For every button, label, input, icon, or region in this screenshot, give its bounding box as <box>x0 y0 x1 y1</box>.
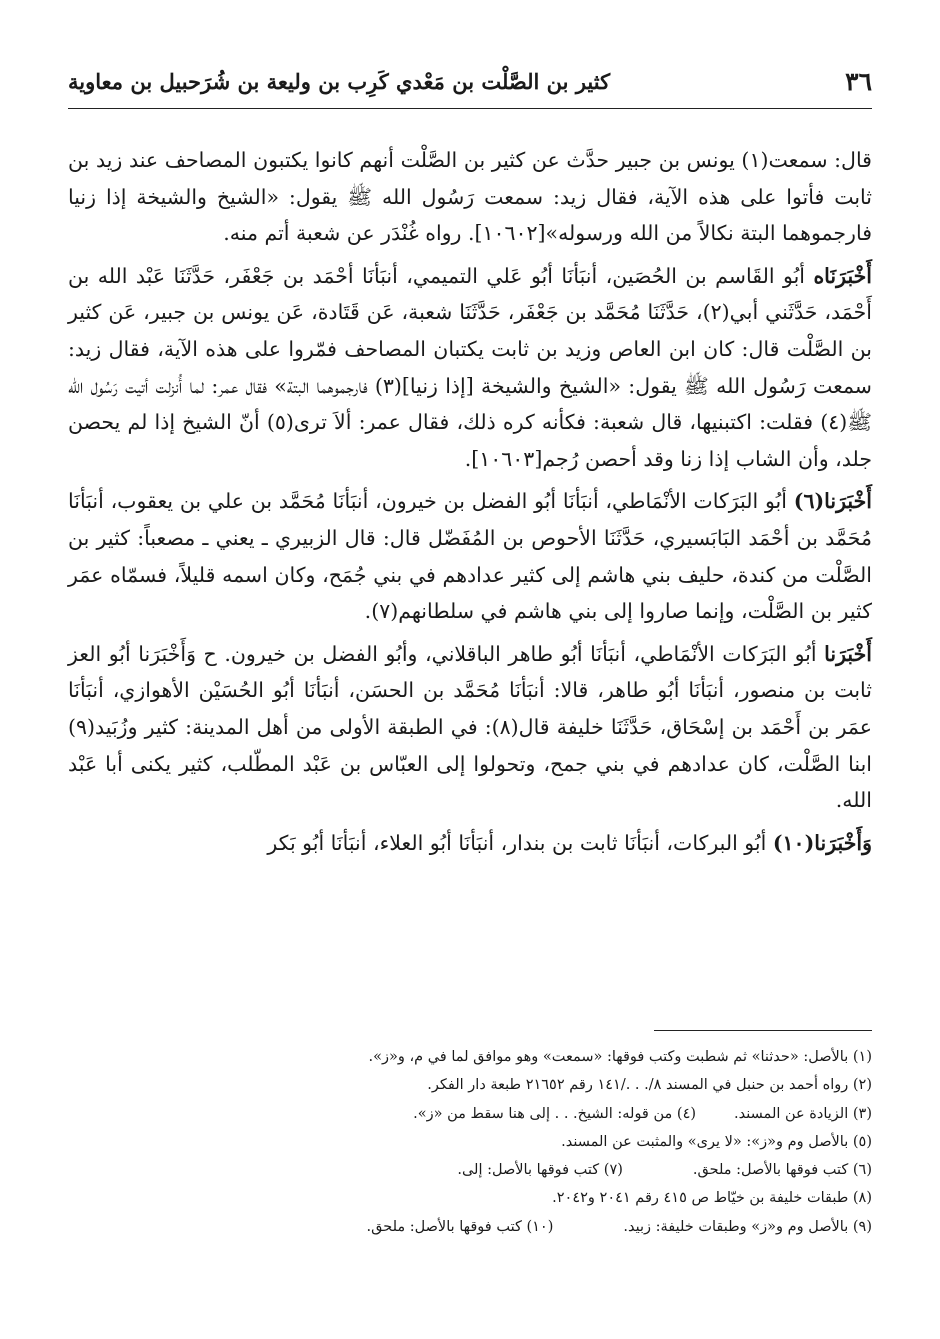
footnote-line <box>68 1043 872 1071</box>
paragraph <box>68 142 872 252</box>
paragraph-text: أبُو البَرَكات الأنْمَاطي، أنبَأنَا أبُو الفضل بن خيرون، أنبَأنَا مُحَمَّد بن علي بن يعقوب، أنبَأنَا مُحَمَّد بن أحْمَد البَابَسيري، حَدَّثَنَا الأحوص بن المُفَضّل قال: قال الزبيري ـ يعني ـ مصعباً: كثير بن الصَّلْت من كندة، حليف بني هاشم إلى كثير عدادهم في بني جُمَح، وكان اسمه قليلاً، فسمّاه عمَر كثير بن الصَّلْت، وإنما صاروا إلى بني هاشم في سلطانهم(٧). <box>68 489 872 624</box>
footnote-8: (٨) طبقات خليفة بن خيّاط ص ٤١٥ رقم ٢٠٤١ و٢٠٤٢. <box>552 1190 872 1207</box>
paragraph <box>68 483 872 629</box>
footnote-line <box>68 1071 872 1099</box>
footnote-4: (٤) من قوله: الشيخ. . . إلى هنا سقط من «ز». <box>413 1105 697 1122</box>
footnote-7: (٧) كتب فوقها بالأصل: إلى. <box>457 1162 623 1179</box>
footnote-9: (٩) بالأصل وم و«ز» وطبقات خليفة: زبيد. <box>623 1218 872 1235</box>
main-text <box>68 142 872 867</box>
paragraph-text: أبُو البَرَكات الأنْمَاطي، أنبَأنَا أبُو طاهر الباقلاني، وأبُو الفضل بن خيرون. ح وَأَخْبَرَنا أبُو العز ثابت بن منصور، أنبَأنَا أبُو طاهر، قالا: أنبَأنَا مُحَمَّد بن الحسَن، أنبَأنَا أبُو الحُسَيْن الأهوازي، أنبَأنَا عمَر بن أَحْمَد بن إسْحَاق، حَدَّثَنَا خليفة قال(٨): في الطبقة الأولى من أهل المدينة: كثير وزُبَيد(٩) ابنا الصَّلْت، كان عدادهم في بني جمح، وتحولوا إلى العبّاس بن عَبْد المطّلب، كثير يكنى أبا عَبْد الله. <box>68 641 872 813</box>
footnote-line <box>68 1100 872 1128</box>
footnote-2: (٢) رواه أحمد بن حنبل في المسند ٨/. . ./١٤١ رقم ٢١٦٥٢ طبعة دار الفكر. <box>427 1077 872 1094</box>
paragraph-text: قال: سمعت(١) يونس بن جبير حدَّث عن كثير بن الصَّلْت أنهم كانوا يكتبون المصاحف عند زيد بن ثابت فأتوا على هذه الآية، فقال زيد: سمعت رَسُول الله ﷺ يقول: «الشيخ والشيخة إذا زنيا فارجموهما البتة نكالاً من الله ورسوله»[١٠٦٠٢]. رواه غُنْدَر عن شعبة أتم منه. <box>68 148 872 246</box>
footnote-line <box>68 1213 872 1241</box>
header-rule <box>68 108 872 109</box>
footnote-line <box>68 1128 872 1156</box>
paragraph-lead: وَأَخْبَرَنا(١٠) <box>772 830 872 855</box>
footnote-5: (٥) بالأصل وم و«ز»: «لا يرى» والمثبت عن المسند. <box>561 1133 872 1150</box>
running-title: كثير بن الصَّلْت بن مَعْدي كَرِب بن وليعة بن شُرَحبيل بن معاوية <box>68 68 611 94</box>
footnote-line <box>68 1156 872 1184</box>
paragraph-lead: أَخْبَرَنَاه <box>813 263 872 288</box>
footnote-3: (٣) الزيادة عن المسند. <box>734 1105 872 1122</box>
footnote-1: (١) بالأصل: «حدثنا» ثم شطبت وكتب فوقها: «سمعت» وهو موافق لما في م، و«ز». <box>368 1049 872 1065</box>
footnote-line <box>68 1184 872 1212</box>
paragraph-lead: أَخْبَرَنا <box>824 641 872 666</box>
footnote-6: (٦) كتب فوقها بالأصل: ملحق. <box>692 1162 872 1179</box>
footnote-rule <box>654 1030 872 1031</box>
paragraph <box>68 258 872 478</box>
paragraph-text: أبُو القَاسم بن الحُصَين، أنبَأنَا أبُو عَلي التميمي، أنبَأنَا أحْمَد بن جَعْفَر، حَدَّثَنَا عَبْد الله بن أَحْمَد، حَدَّثَني أبي(٢)، حَدَّثَنَا مُحَمَّد بن جَعْفَر، حَدَّثَنَا شعبة، عَن قَتَادة، عَن يونس بن جبير، عَن كثير بن الصَّلْت قال: كان ابن العاص وزيد بن ثابت يكتبان المصاحف فمّروا على هذه الآية، فقال زيد: سمعت رَسُول الله ﷺ يقول: «الشيخ والشيخة [إذا زنيا](٣) فارجموهما البتة» فقال عمر: لما أُنزلت أتيت رَسُول الله ﷺ(٤) فقلت: اكتبنيها، قال شعبة: فكأنه كره ذلك، فقال عمر: ألاَ ترى(٥) أنّ الشيخ إذا لم يحصن جلد، وأن الشاب إذا زنا وقد أحصن رُجم[١٠٦٠٣]. <box>68 263 872 471</box>
page-number: ٣٦ <box>845 66 872 96</box>
footnotes <box>68 1043 872 1241</box>
paragraph <box>68 636 872 819</box>
paragraph-lead: أَخْبَرَنا(٦) <box>793 489 872 514</box>
page-header <box>68 58 872 104</box>
paragraph <box>68 825 872 862</box>
paragraph-text: أبُو البركات، أنبَأنَا ثابت بن بندار، أنبَأنَا أبُو العلاء، أنبَأنَا أبُو بَكر <box>267 830 767 855</box>
footnote-10: (١٠) كتب فوقها بالأصل: ملحق. <box>366 1218 554 1235</box>
